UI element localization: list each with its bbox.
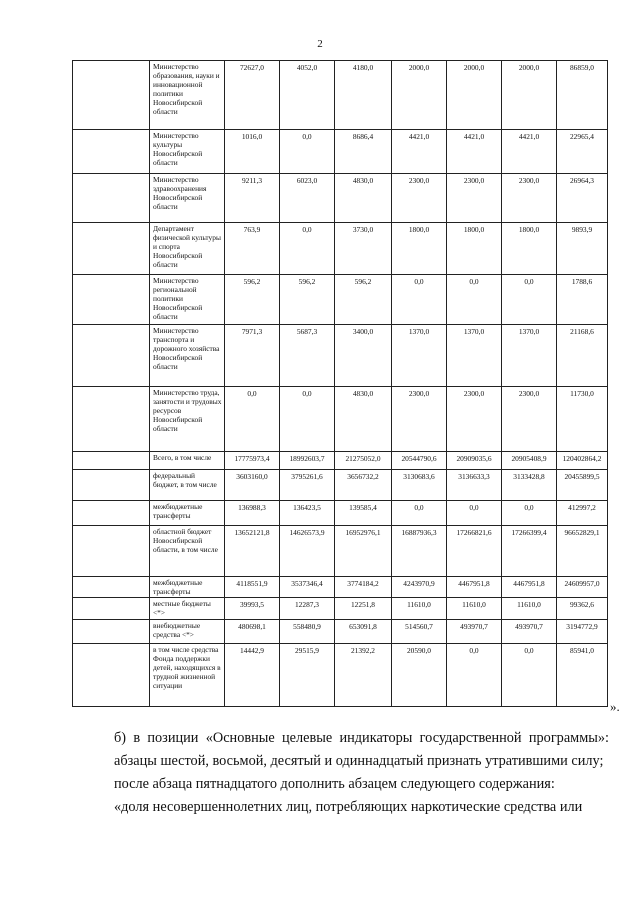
value-cell: 12287,3 — [280, 598, 335, 620]
value-cell: 3795261,6 — [280, 470, 335, 501]
value-cell: 11730,0 — [557, 387, 608, 452]
row-label: областной бюджет Новосибирской области, в том числе — [150, 526, 225, 577]
table-row — [73, 526, 608, 577]
value-cell: 3130683,6 — [392, 470, 447, 501]
empty-cell — [73, 598, 150, 620]
value-cell: 4421,0 — [502, 130, 557, 174]
value-cell: 1370,0 — [392, 325, 447, 387]
value-cell: 3603160,0 — [225, 470, 280, 501]
value-cell: 18992603,7 — [280, 452, 335, 470]
value-cell: 21392,2 — [335, 644, 392, 707]
table-row — [73, 275, 608, 325]
row-label: Министерство транспорта и дорожного хозяйства Новосибирской области — [150, 325, 225, 387]
value-cell: 3400,0 — [335, 325, 392, 387]
value-cell: 0,0 — [447, 644, 502, 707]
value-cell: 85941,0 — [557, 644, 608, 707]
value-cell: 493970,7 — [447, 620, 502, 644]
value-cell: 1800,0 — [447, 223, 502, 275]
empty-cell — [73, 130, 150, 174]
value-cell: 20909035,6 — [447, 452, 502, 470]
value-cell: 493970,7 — [502, 620, 557, 644]
value-cell: 6023,0 — [280, 174, 335, 223]
value-cell: 2300,0 — [392, 387, 447, 452]
value-cell: 514560,7 — [392, 620, 447, 644]
paragraph-indicator: «доля несовершеннолетних лиц, потребляющих наркотические средства или — [114, 799, 583, 815]
table-row — [73, 452, 608, 470]
value-cell: 0,0 — [280, 130, 335, 174]
value-cell: 136988,3 — [225, 501, 280, 526]
value-cell: 3194772,9 — [557, 620, 608, 644]
value-cell: 3730,0 — [335, 223, 392, 275]
value-cell: 596,2 — [225, 275, 280, 325]
value-cell: 11610,0 — [392, 598, 447, 620]
table-row — [73, 174, 608, 223]
table-row — [73, 620, 608, 644]
row-label: Департамент физической культуры и спорта Новосибирской области — [150, 223, 225, 275]
value-cell: 16887936,3 — [392, 526, 447, 577]
value-cell: 596,2 — [335, 275, 392, 325]
row-label: Министерство здравоохранения Новосибирской области — [150, 174, 225, 223]
value-cell: 2300,0 — [502, 174, 557, 223]
value-cell: 17266821,6 — [447, 526, 502, 577]
value-cell: 16952976,1 — [335, 526, 392, 577]
empty-cell — [73, 470, 150, 501]
value-cell: 4467951,8 — [447, 577, 502, 598]
value-cell: 0,0 — [280, 387, 335, 452]
value-cell: 2300,0 — [447, 387, 502, 452]
value-cell: 8686,4 — [335, 130, 392, 174]
value-cell: 21168,6 — [557, 325, 608, 387]
value-cell: 20544790,6 — [392, 452, 447, 470]
row-label: в том числе средства Фонда поддержки детей, находящихся в трудной жизненной ситуации — [150, 644, 225, 707]
value-cell: 20590,0 — [392, 644, 447, 707]
value-cell: 1016,0 — [225, 130, 280, 174]
table-row — [73, 325, 608, 387]
value-cell: 0,0 — [502, 644, 557, 707]
empty-cell — [73, 387, 150, 452]
value-cell: 17775973,4 — [225, 452, 280, 470]
value-cell: 1370,0 — [502, 325, 557, 387]
empty-cell — [73, 174, 150, 223]
value-cell: 9893,9 — [557, 223, 608, 275]
value-cell: 4467951,8 — [502, 577, 557, 598]
row-label: федеральный бюджет, в том числе — [150, 470, 225, 501]
value-cell: 0,0 — [225, 387, 280, 452]
value-cell: 21275052,0 — [335, 452, 392, 470]
row-label: Министерство труда, занятости и трудовых ресурсов Новосибирской области — [150, 387, 225, 452]
empty-cell — [73, 61, 150, 130]
value-cell: 0,0 — [392, 501, 447, 526]
empty-cell — [73, 644, 150, 707]
table-row — [73, 501, 608, 526]
value-cell: 558480,9 — [280, 620, 335, 644]
value-cell: 763,9 — [225, 223, 280, 275]
value-cell: 39993,5 — [225, 598, 280, 620]
row-label: межбюджетные трансферты — [150, 577, 225, 598]
value-cell: 2000,0 — [502, 61, 557, 130]
value-cell: 2300,0 — [447, 174, 502, 223]
value-cell: 1800,0 — [502, 223, 557, 275]
value-cell: 99362,6 — [557, 598, 608, 620]
value-cell: 2000,0 — [447, 61, 502, 130]
table-row — [73, 61, 608, 130]
value-cell: 5687,3 — [280, 325, 335, 387]
value-cell: 4830,0 — [335, 174, 392, 223]
value-cell: 0,0 — [447, 501, 502, 526]
empty-cell — [73, 275, 150, 325]
value-cell: 72627,0 — [225, 61, 280, 130]
value-cell: 2300,0 — [502, 387, 557, 452]
value-cell: 4421,0 — [392, 130, 447, 174]
table-row — [73, 577, 608, 598]
value-cell: 1788,6 — [557, 275, 608, 325]
value-cell: 3774184,2 — [335, 577, 392, 598]
paragraph-b: б) в позиции «Основные целевые индикаторы государственной программы»: — [114, 730, 609, 746]
value-cell: 20455899,5 — [557, 470, 608, 501]
value-cell: 4830,0 — [335, 387, 392, 452]
value-cell: 0,0 — [280, 223, 335, 275]
empty-cell — [73, 325, 150, 387]
empty-cell — [73, 620, 150, 644]
value-cell: 4421,0 — [447, 130, 502, 174]
paragraph-add: после абзаца пятнадцатого дополнить абзацем следующего содержания: — [114, 776, 555, 792]
value-cell: 4052,0 — [280, 61, 335, 130]
value-cell: 480698,1 — [225, 620, 280, 644]
value-cell: 412997,2 — [557, 501, 608, 526]
value-cell: 1370,0 — [447, 325, 502, 387]
value-cell: 20905408,9 — [502, 452, 557, 470]
closing-quote: ». — [610, 699, 620, 714]
value-cell: 11610,0 — [502, 598, 557, 620]
row-label: Министерство культуры Новосибирской области — [150, 130, 225, 174]
empty-cell — [73, 577, 150, 598]
value-cell: 14626573,9 — [280, 526, 335, 577]
budget-table — [72, 60, 608, 707]
value-cell: 9211,3 — [225, 174, 280, 223]
value-cell: 139585,4 — [335, 501, 392, 526]
row-label: внебюджетные средства <*> — [150, 620, 225, 644]
table-row — [73, 470, 608, 501]
value-cell: 2300,0 — [392, 174, 447, 223]
value-cell: 3136633,3 — [447, 470, 502, 501]
value-cell: 29515,9 — [280, 644, 335, 707]
row-label: межбюджетные трансферты — [150, 501, 225, 526]
value-cell: 7971,3 — [225, 325, 280, 387]
value-cell: 17266399,4 — [502, 526, 557, 577]
value-cell: 22965,4 — [557, 130, 608, 174]
value-cell: 11610,0 — [447, 598, 502, 620]
empty-cell — [73, 452, 150, 470]
row-label: Министерство региональной политики Новосибирской области — [150, 275, 225, 325]
empty-cell — [73, 501, 150, 526]
value-cell: 3537346,4 — [280, 577, 335, 598]
value-cell: 26964,3 — [557, 174, 608, 223]
paragraph-repeal: абзацы шестой, восьмой, десятый и одиннадцатый признать утратившими силу; — [114, 753, 604, 769]
value-cell: 0,0 — [502, 275, 557, 325]
value-cell: 24609957,0 — [557, 577, 608, 598]
value-cell: 1800,0 — [392, 223, 447, 275]
value-cell: 136423,5 — [280, 501, 335, 526]
empty-cell — [73, 526, 150, 577]
value-cell: 4180,0 — [335, 61, 392, 130]
empty-cell — [73, 223, 150, 275]
value-cell: 596,2 — [280, 275, 335, 325]
value-cell: 86859,0 — [557, 61, 608, 130]
amendment-text — [72, 727, 609, 819]
value-cell: 3656732,2 — [335, 470, 392, 501]
value-cell: 0,0 — [447, 275, 502, 325]
page-number: 2 — [317, 38, 323, 50]
value-cell: 4243970,9 — [392, 577, 447, 598]
value-cell: 96652829,1 — [557, 526, 608, 577]
value-cell: 0,0 — [392, 275, 447, 325]
table-row — [73, 644, 608, 707]
value-cell: 14442,9 — [225, 644, 280, 707]
row-label: местные бюджеты <*> — [150, 598, 225, 620]
value-cell: 4118551,9 — [225, 577, 280, 598]
table-row — [73, 387, 608, 452]
table-row — [73, 598, 608, 620]
value-cell: 3133428,8 — [502, 470, 557, 501]
value-cell: 120402864,2 — [557, 452, 608, 470]
row-label: Министерство образования, науки и инновационной политики Новосибирской области — [150, 61, 225, 130]
table-row — [73, 223, 608, 275]
value-cell: 0,0 — [502, 501, 557, 526]
table-row — [73, 130, 608, 174]
value-cell: 12251,8 — [335, 598, 392, 620]
value-cell: 13652121,8 — [225, 526, 280, 577]
row-label: Всего, в том числе — [150, 452, 225, 470]
value-cell: 2000,0 — [392, 61, 447, 130]
value-cell: 653091,8 — [335, 620, 392, 644]
